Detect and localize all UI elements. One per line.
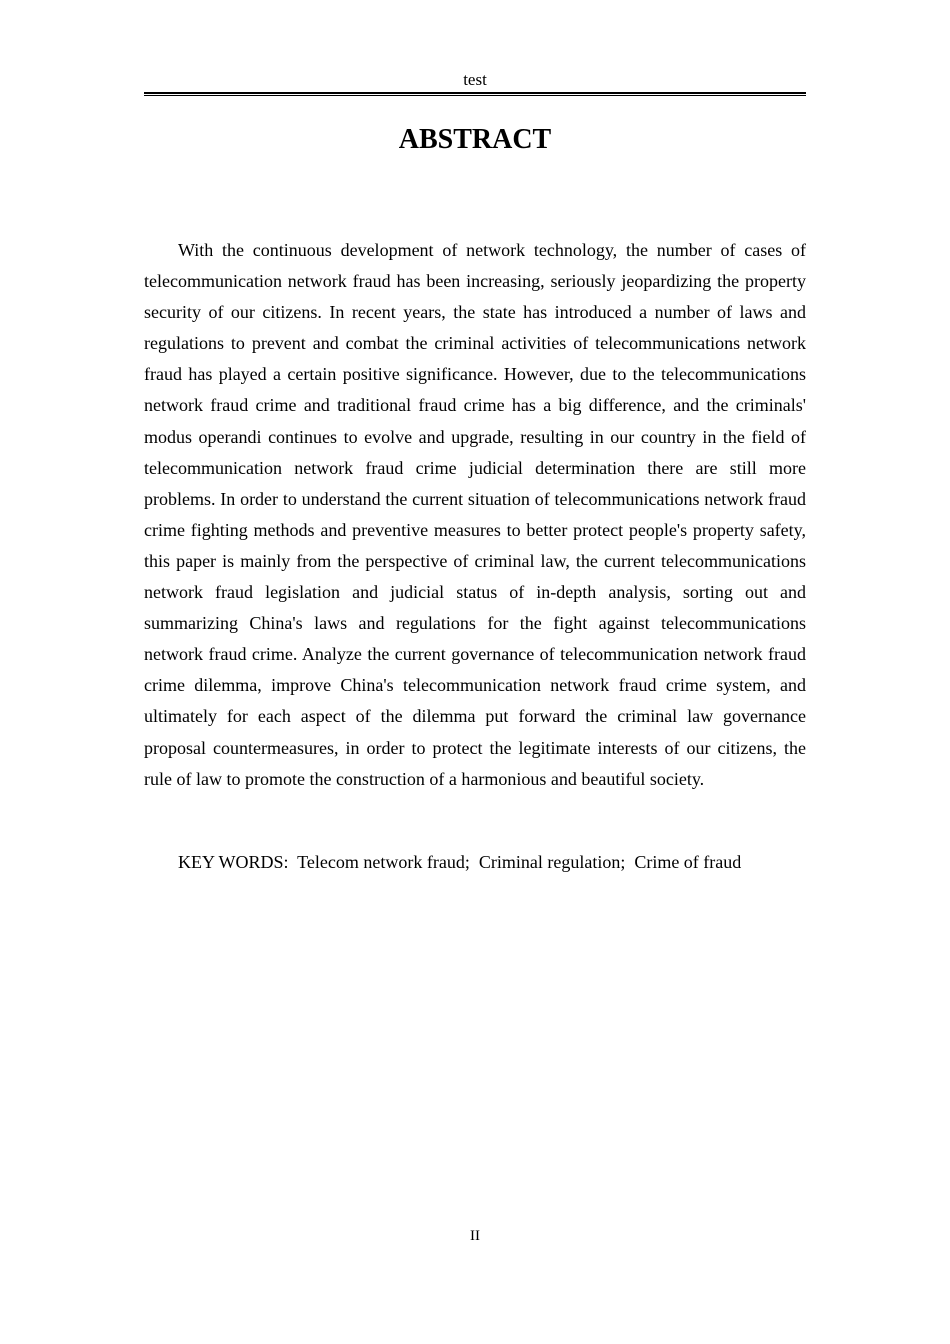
page-number: II: [470, 1228, 480, 1244]
running-header: test: [463, 70, 487, 89]
header-rule-thin: [144, 95, 806, 96]
abstract-paragraph: With the continuous development of network technology, the number of cases of telecommunication network fraud has been increasing, seriously jeopardizing the property security of our citizens. In recent years, the state has introduced a number of laws and regulations to prevent and combat the criminal activities of telecommunications network fraud has played a certain positive significance. However, due to the telecommunications network fraud crime and traditional fraud crime has a big difference, and the criminals' modus operandi continues to evolve and upgrade, resulting in our country in the field of telecommunication network fraud crime judicial determination there are still more problems. In order to understand the current situation of telecommunications network fraud crime fighting methods and preventive measures to better protect people's property safety, this paper is mainly from the perspective of criminal law, the current telecommunications network fraud legislation and judicial status of in-depth analysis, sorting out and summarizing China's laws and regulations for the fight against telecommunications network fraud crime. Analyze the current governance of telecommunication network fraud crime dilemma, improve China's telecommunication network fraud crime system, and ultimately for each aspect of the dilemma put forward the criminal law governance proposal countermeasures, in order to protect the legitimate interests of our citizens, the rule of law to promote the construction of a harmonious and beautiful society.: [144, 240, 806, 789]
page-title: ABSTRACT: [398, 124, 552, 155]
keywords-line: KEY WORDS: Telecom network fraud; Criminal regulation; Crime of fraud: [178, 852, 742, 872]
header-rule-thick: [144, 92, 806, 94]
